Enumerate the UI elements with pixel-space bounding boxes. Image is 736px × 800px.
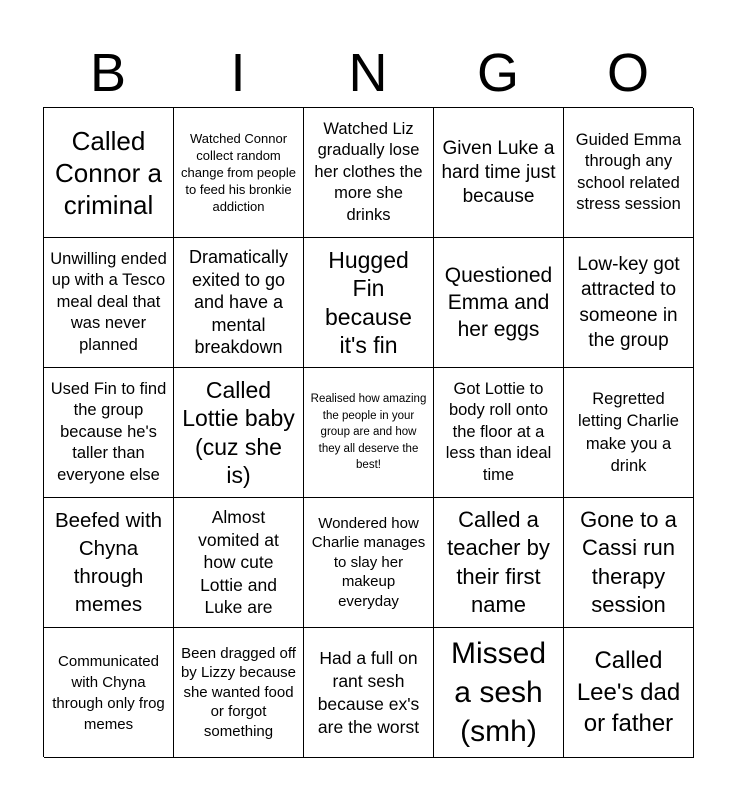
bingo-cell[interactable] [564,238,694,368]
cell-text: Used Fin to find the group because he's taller than everyone else [50,379,167,484]
bingo-cell[interactable] [44,108,174,238]
cell-text: Given Luke a hard time just because [441,137,556,207]
bingo-cell[interactable] [564,108,694,238]
bingo-cell[interactable] [434,108,564,238]
bingo-cell[interactable] [564,498,694,628]
cell-text: Wondered how Charlie manages to slay her makeup everyday [311,514,426,610]
cell-text: Unwilling ended up with a Tesco meal deal that was never planned [50,249,167,354]
cell-text: Watched Connor collect random change from people to feed his bronkie addiction [181,131,296,214]
header-letter-o: O [606,43,649,103]
header-letter-n: N [348,43,388,103]
bingo-cell[interactable] [44,498,174,628]
cell-text: Had a full on rant sesh because ex's are the worst [317,647,420,737]
bingo-cell[interactable] [304,368,434,498]
cell-text: Low-key got attracted to someone in the group [577,253,680,351]
bingo-cell[interactable] [304,238,434,368]
bingo-cell[interactable] [304,108,434,238]
bingo-cell[interactable] [174,628,304,758]
cell-text: Gone to a Cassi run therapy session [580,506,677,617]
bingo-cell[interactable] [564,368,694,498]
bingo-cell[interactable] [174,368,304,498]
cell-text: Been dragged off by Lizzy because she wanted food or forgot something [180,644,297,740]
bingo-header [43,40,693,106]
cell-text: Almost vomited at how cute Lottie and Luke are [198,507,279,618]
cell-text: Dramatically exited to go and have a mental breakdown [188,247,289,358]
cell-text: Realised how amazing the people in your group are and how they all deserve the best! [310,393,427,472]
header-letter-i: I [230,43,246,103]
bingo-cell[interactable] [564,628,694,758]
bingo-cell[interactable] [434,498,564,628]
bingo-cell[interactable] [174,108,304,238]
bingo-cell[interactable] [304,628,434,758]
cell-text: Guided Emma through any school related stress session [575,130,682,213]
bingo-board [43,107,693,757]
cell-text: Called a teacher by their first name [447,506,550,617]
bingo-cell[interactable] [44,238,174,368]
cell-text: Watched Liz gradually lose her clothes the more she drinks [314,119,423,224]
header-letter-b: B [89,43,127,103]
bingo-cell[interactable] [174,498,304,628]
cell-text: Missed a sesh (smh) [450,637,547,748]
cell-text: Communicated with Chyna through only frog memes [52,652,165,733]
cell-text: Beefed with Chyna through memes [54,508,163,616]
header-letter-g: G [476,43,519,103]
cell-text: Regretted letting Charlie make you a drink [578,389,679,475]
cell-text: Called Lottie baby (cuz she is) [182,376,295,488]
cell-text: Questioned Emma and her eggs [444,264,553,341]
bingo-cell[interactable] [434,368,564,498]
bingo-cell[interactable] [174,238,304,368]
cell-text: Called Connor a criminal [55,125,162,220]
bingo-cell[interactable] [304,498,434,628]
bingo-cell[interactable] [44,628,174,758]
cell-text: Got Lottie to body roll onto the floor at a less than ideal time [445,379,552,484]
cell-text: Hugged Fin because it's fin [325,246,412,358]
bingo-cell[interactable] [434,238,564,368]
bingo-cell[interactable] [434,628,564,758]
cell-text: Called Lee's dad or father [576,647,681,738]
bingo-cell[interactable] [44,368,174,498]
